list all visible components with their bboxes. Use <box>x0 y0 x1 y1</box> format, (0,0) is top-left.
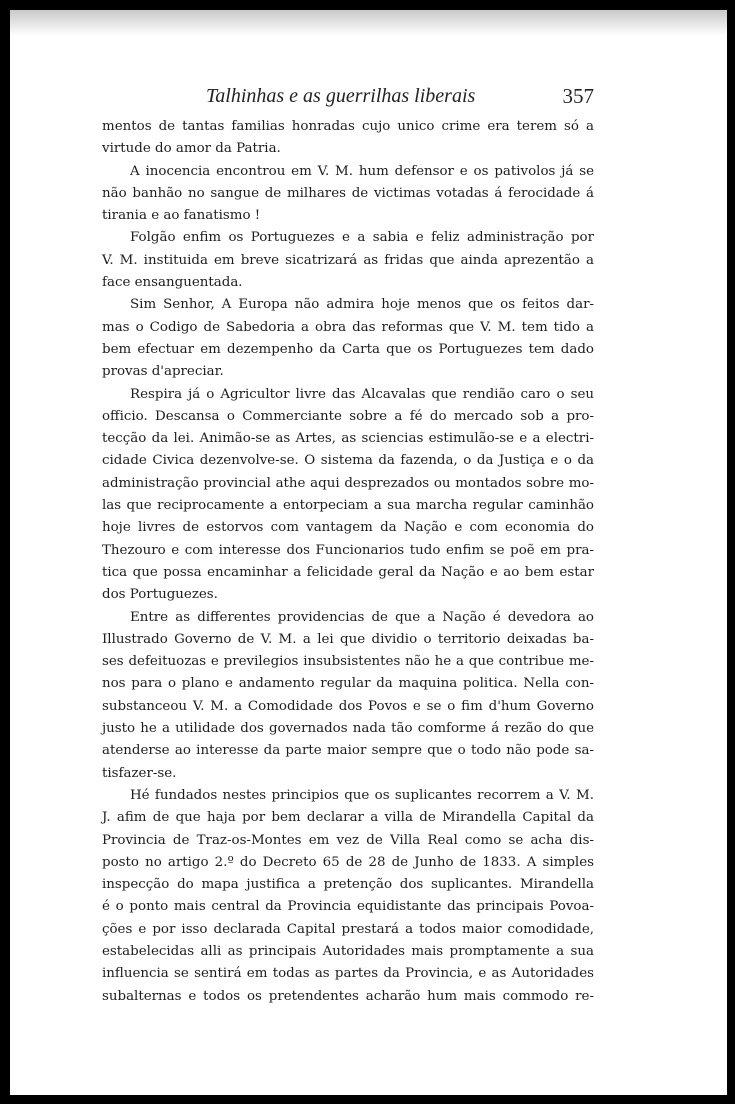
text-line: Respira já o Agricultor livre das Alcavalas que rendião caro o seu <box>130 386 594 402</box>
text-line: hoje livres de estorvos com vantagem da Nação e com economia do <box>102 520 594 536</box>
text-line: mas o Codigo de Sabedoria a obra das reformas que V. M. tem tido a <box>102 319 594 335</box>
text-line: tecção da lei. Animão-se as Artes, as sciencias estimulão-se e a electri- <box>102 431 594 447</box>
text-line: tica que possa encaminhar a felicidade geral da Nação e ao bem estar <box>102 564 594 580</box>
text-line: influencia se sentirá em todas as partes da Provincia, e as Autoridades <box>102 966 594 982</box>
scan-shadow <box>10 10 727 36</box>
text-line: Entre as differentes providencias de que a Nação é devedora ao <box>130 609 594 625</box>
paragraph <box>102 227 594 294</box>
text-line: Folgão enfim os Portuguezes e a sabia e feliz administração por <box>130 230 594 246</box>
text-line: A inocencia encontrou em V. M. hum defensor e os pativolos já se <box>130 163 594 179</box>
text-line: posto no artigo 2.º do Decreto 65 de 28 de Junho de 1833. A simples <box>102 854 594 870</box>
text-line: V. M. instituida em breve sicatrizará as fridas que ainda aprezentão a <box>102 252 594 268</box>
running-title: Talhinhas e as guerrilhas liberais <box>206 85 476 107</box>
book-page <box>10 10 727 1095</box>
text-line: Hé fundados nestes principios que os suplicantes recorrem a V. M. <box>130 787 594 803</box>
text-line: ses defeituozas e previlegios insubsistentes não he a que contribue me- <box>102 654 594 670</box>
text-line: mentos de tantas familias honradas cujo unico crime era terem só a <box>102 119 594 134</box>
text-line: Illustrado Governo de V. M. a lei que dividio o territorio deixadas ba- <box>102 631 594 647</box>
text-line: dos Portuguezes. <box>102 587 218 603</box>
text-line: não banhão no sangue de milhares de victimas votadas á ferocidade á <box>102 185 594 201</box>
paragraph <box>102 294 594 383</box>
text-line: las que reciprocamente a entorpeciam a sua marcha regular caminhão <box>102 498 594 514</box>
text-line: officio. Descansa o Commerciante sobre a fé do mercado sob a pro- <box>102 408 594 424</box>
text-line: bem efectuar em dezempenho da Carta que os Portuguezes tem dado <box>102 341 594 357</box>
text-line: ções e por isso declarada Capital prestará a todos maior comodidade, <box>102 921 594 937</box>
text-line: estabelecidas alli as principais Autoridades mais promptamente a sua <box>102 943 594 959</box>
paragraph <box>102 116 594 161</box>
text-line: nos para o plano e andamento regular da maquina politica. Nella con- <box>102 676 594 692</box>
page-number: 357 <box>562 84 594 108</box>
text-line: atenderse ao interesse da parte maior sempre que o todo não pode sa- <box>102 743 594 759</box>
text-line: é o ponto mais central da Provincia equidistante das principais Povoa- <box>102 899 594 915</box>
text-line: provas d'apreciar. <box>102 364 224 380</box>
text-line: inspecção do mapa justifica a pretenção dos suplicantes. Mirandella <box>102 877 594 893</box>
paragraph <box>102 161 594 228</box>
text-line: substanceou V. M. a Comodidade dos Povos e se o fim d'hum Governo <box>102 698 594 714</box>
paragraph <box>102 384 594 607</box>
text-line: Sim Senhor, A Europa não admira hoje menos que os feitos dar- <box>130 297 594 313</box>
text-line: Thezouro e com interesse dos Funcionarios tudo enfim se poẽ em pra- <box>102 542 594 558</box>
text-line: virtude do amor da Patria. <box>102 141 281 157</box>
text-line: subalternas e todos os pretendentes acharão hum mais commodo re- <box>102 988 594 1004</box>
page-header <box>102 74 594 114</box>
text-line: face ensanguentada. <box>102 275 243 291</box>
text-line: tirania e ao fanatismo ! <box>102 208 261 224</box>
text-line: cidade Civica dezenvolve-se. O sistema da fazenda, o da Justiça e o da <box>102 453 594 469</box>
text-line: justo he a utilidade dos governados nada tão comforme á rezão do que <box>102 721 594 737</box>
paragraph <box>102 607 594 785</box>
text-line: tisfazer-se. <box>102 765 177 781</box>
text-line: Provincia de Traz-os-Montes em vez de Villa Real como se acha dis- <box>102 832 594 848</box>
text-line: J. afim de que haja por bem declarar a villa de Mirandella Capital da <box>102 810 594 826</box>
text-line: administração provincial athe aqui desprezados ou montados sobre mo- <box>102 475 594 491</box>
paragraph <box>102 785 594 1008</box>
body-text <box>102 116 594 1008</box>
